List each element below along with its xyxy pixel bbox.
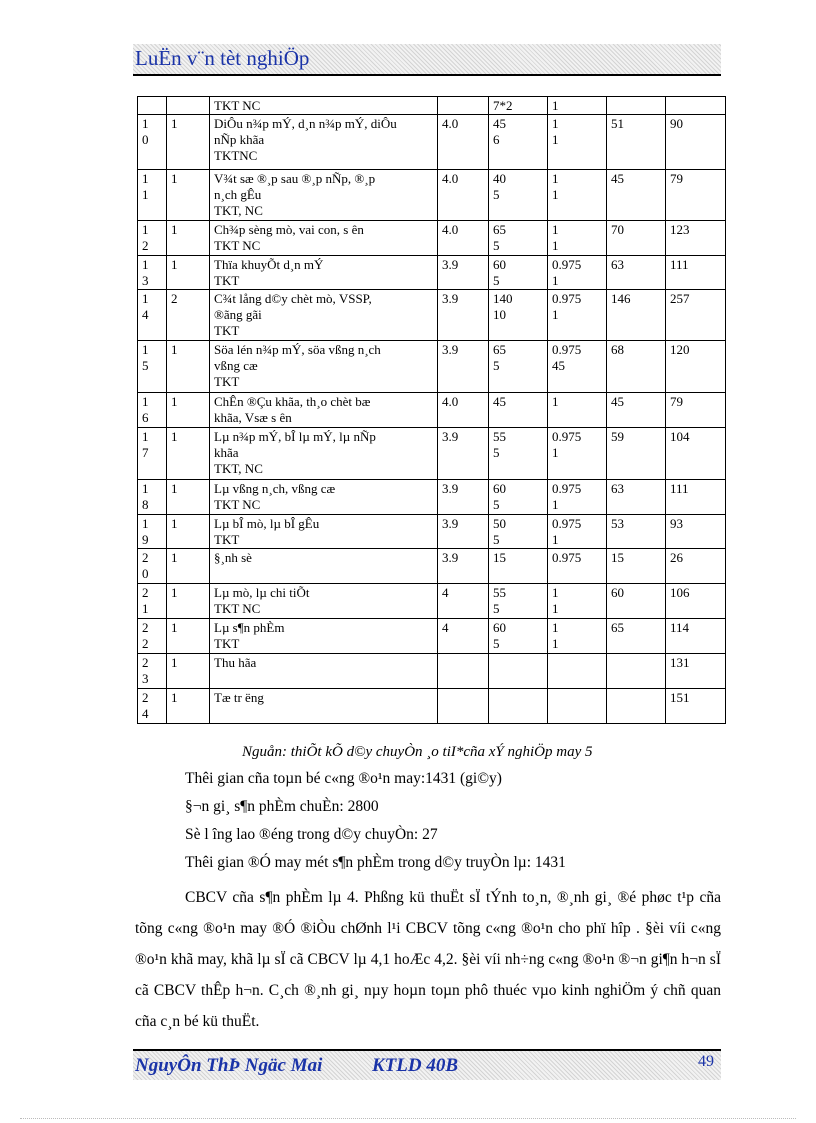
table-row — [138, 515, 726, 549]
table-cell: 15 — [489, 549, 548, 584]
table-cell: 51 — [607, 115, 666, 170]
paragraph-text: CBCV cña s¶n phÈm lµ 4. Phßng kü thuËt sÏ tÝnh to¸n, ®¸nh gi¸ ®é phøc t¹p cña tõng c«ng ®o¹n may ®Ó ®iÒu chØnh l¹i CBCV tõng c«ng ®o¹n cho phï hîp . §èi víi c«ng ®o¹n khã may, khã lµ sÏ cã CBCV lµ 4,1 hoÆc 4,2. §èi víi nh÷ng c«ng ®o¹n ®¬n gi¶n h¬n sÏ cã CBCV thÊp h¬n. C¸ch ®¸nh gi¸ nµy hoµn toµn phô thuéc vµo kinh nghiÖm ý chñ quan cña c¸n bé kü thuËt. — [135, 889, 721, 1030]
table-cell: 2 4 — [138, 689, 167, 724]
table-cell: 4.0 — [438, 221, 489, 256]
table-cell: Söa lén n¾p mÝ, söa vßng n¸ch vßng cæ TKT — [210, 341, 438, 393]
table-row — [138, 170, 726, 221]
table-cell: 1 1 — [548, 221, 607, 256]
table-cell: 40 5 — [489, 170, 548, 221]
table-cell: 68 — [607, 341, 666, 393]
table-cell: 1 3 — [138, 256, 167, 290]
table-cell: 55 5 — [489, 584, 548, 619]
table-cell: 79 — [666, 170, 726, 221]
table-cell — [607, 689, 666, 724]
table-cell: 2 3 — [138, 654, 167, 689]
table-cell: 79 — [666, 393, 726, 428]
table-cell: 60 5 — [489, 256, 548, 290]
table-cell: 60 5 — [489, 619, 548, 654]
table-cell: 114 — [666, 619, 726, 654]
table-cell — [438, 97, 489, 115]
table-cell: 55 5 — [489, 428, 548, 480]
table-cell: 1 9 — [138, 515, 167, 549]
table-row — [138, 341, 726, 393]
table-cell — [489, 689, 548, 724]
table-cell: 60 — [607, 584, 666, 619]
table-cell: Ch¾p sèng mò, vai con, s ên TKT NC — [210, 221, 438, 256]
table-cell — [666, 97, 726, 115]
table-cell — [607, 654, 666, 689]
table-cell: 63 — [607, 256, 666, 290]
summary-line: Thêi gian ®Ó may mét s¶n phÈm trong d©y truyÒn lµ: 1431 — [185, 854, 566, 871]
table-cell: 1 1 — [548, 170, 607, 221]
table-cell: 3.9 — [438, 341, 489, 393]
table-cell — [438, 654, 489, 689]
table-cell: 1 — [167, 341, 210, 393]
table-row — [138, 619, 726, 654]
table-cell: 120 — [666, 341, 726, 393]
page-number: 49 — [698, 1053, 714, 1070]
table-cell: 1 — [167, 584, 210, 619]
table-cell: 1 1 — [548, 619, 607, 654]
table-cell: 0.975 1 — [548, 256, 607, 290]
table-cell: 7*2 — [489, 97, 548, 115]
table-cell: 1 0 — [138, 115, 167, 170]
table-cell: 257 — [666, 290, 726, 341]
table-cell: 3.9 — [438, 256, 489, 290]
table-row — [138, 256, 726, 290]
table-row — [138, 393, 726, 428]
table-cell — [489, 654, 548, 689]
table-row — [138, 428, 726, 480]
table-cell: 0.975 1 — [548, 515, 607, 549]
table-cell: C¾t lång d©y chèt mò, VSSP, ®ãng gãi TKT — [210, 290, 438, 341]
table-cell: §¸nh sè — [210, 549, 438, 584]
table-cell: Thu hãa — [210, 654, 438, 689]
table-cell: Lµ bÎ mò, lµ bÎ gÊu TKT — [210, 515, 438, 549]
table-cell: DiÔu n¾p mÝ, d¸n n¾p mÝ, diÔu nÑp khãa TKTNC — [210, 115, 438, 170]
table-row — [138, 290, 726, 341]
table-cell: 1 — [167, 619, 210, 654]
table-cell — [438, 689, 489, 724]
table-cell: 1 1 — [138, 170, 167, 221]
footer-author: NguyÔn ThÞ Ngäc Mai — [135, 1055, 323, 1076]
table-row — [138, 549, 726, 584]
table-cell: ChÊn ®Çu khãa, th¸o chèt bæ khãa, Vsæ s ên — [210, 393, 438, 428]
table-cell: V¾t sæ ®¸p sau ®¸p nÑp, ®¸p n¸ch gÊu TKT, NC — [210, 170, 438, 221]
table-cell: 131 — [666, 654, 726, 689]
table-cell: 1 8 — [138, 480, 167, 515]
summary-line: Thêi gian cña toµn bé c«ng ®o¹n may:1431 (gi©y) — [185, 770, 502, 787]
table-row — [138, 97, 726, 115]
table-cell: 93 — [666, 515, 726, 549]
table-cell: 1 1 — [548, 584, 607, 619]
table-row — [138, 689, 726, 724]
table-cell: 1 — [167, 170, 210, 221]
table-cell: 1 — [167, 256, 210, 290]
work-table — [137, 96, 726, 724]
table-cell: 3.9 — [438, 515, 489, 549]
table-cell: 2 0 — [138, 549, 167, 584]
table-cell: 3.9 — [438, 290, 489, 341]
summary-line: §¬n gi¸ s¶n phÈm chuÈn: 2800 — [185, 798, 379, 815]
summary-line: Sè l îng lao ®éng trong d©y chuyÒn: 27 — [185, 826, 438, 843]
table-cell: Lµ s¶n phÈm TKT — [210, 619, 438, 654]
table-cell: 1 — [167, 428, 210, 480]
table-cell: 65 5 — [489, 221, 548, 256]
table-cell: 0.975 1 — [548, 480, 607, 515]
table-cell: 140 10 — [489, 290, 548, 341]
table-cell: 1 — [548, 393, 607, 428]
table-row — [138, 480, 726, 515]
table-cell: 1 — [167, 654, 210, 689]
table-cell: Lµ vßng n¸ch, vßng cæ TKT NC — [210, 480, 438, 515]
table-row — [138, 221, 726, 256]
table-cell: 65 5 — [489, 341, 548, 393]
table-cell: 4.0 — [438, 393, 489, 428]
table-row — [138, 654, 726, 689]
footer-divider — [133, 1049, 721, 1051]
table-cell: Tæ tr ëng — [210, 689, 438, 724]
table-cell — [607, 97, 666, 115]
table-cell: 45 — [607, 393, 666, 428]
table-cell: 1 1 — [548, 115, 607, 170]
table-cell: 2 2 — [138, 619, 167, 654]
table-source: Nguån: thiÕt kÕ d©y chuyÒn ¸o tiI*cña xÝ nghiÖp may 5 — [242, 744, 593, 760]
table-cell: 15 — [607, 549, 666, 584]
table-cell: 3.9 — [438, 428, 489, 480]
table-cell: 4 — [438, 584, 489, 619]
table-cell — [548, 654, 607, 689]
table-cell: 1 — [548, 97, 607, 115]
table-cell: 4 — [438, 619, 489, 654]
table-row — [138, 115, 726, 170]
table-cell: 4.0 — [438, 170, 489, 221]
body-paragraph — [135, 882, 721, 1037]
table-cell — [138, 97, 167, 115]
table-cell: 0.975 1 — [548, 290, 607, 341]
table-cell: TKT NC — [210, 97, 438, 115]
header-divider — [133, 74, 721, 76]
table-cell: 104 — [666, 428, 726, 480]
table-cell: 1 — [167, 515, 210, 549]
table-cell: 45 6 — [489, 115, 548, 170]
table-cell: 151 — [666, 689, 726, 724]
footer-class: KTLD 40B — [372, 1055, 459, 1076]
table-cell: 45 — [607, 170, 666, 221]
table-cell: 2 1 — [138, 584, 167, 619]
table-cell: 50 5 — [489, 515, 548, 549]
table-cell: 53 — [607, 515, 666, 549]
table-cell: 0.975 45 — [548, 341, 607, 393]
table-cell: 1 2 — [138, 221, 167, 256]
table-cell: 1 — [167, 115, 210, 170]
table-cell: 111 — [666, 256, 726, 290]
table-cell: 1 — [167, 393, 210, 428]
table-cell: 45 — [489, 393, 548, 428]
table-cell: 63 — [607, 480, 666, 515]
table-cell: 65 — [607, 619, 666, 654]
table-cell: 90 — [666, 115, 726, 170]
header-title: LuËn v¨n tèt nghiÖp — [135, 46, 310, 70]
table-cell: 1 — [167, 480, 210, 515]
table-cell: 1 — [167, 689, 210, 724]
table-cell: 0.975 — [548, 549, 607, 584]
table-cell — [548, 689, 607, 724]
table-row — [138, 584, 726, 619]
work-table-body — [138, 97, 726, 724]
table-cell: 1 7 — [138, 428, 167, 480]
table-cell: 1 5 — [138, 341, 167, 393]
table-cell: 2 — [167, 290, 210, 341]
table-cell: 106 — [666, 584, 726, 619]
table-cell: Lµ n¾p mÝ, bÎ lµ mÝ, lµ nÑp khãa TKT, NC — [210, 428, 438, 480]
table-cell: 3.9 — [438, 549, 489, 584]
table-cell: 146 — [607, 290, 666, 341]
table-cell: 59 — [607, 428, 666, 480]
table-cell: 26 — [666, 549, 726, 584]
table-cell: 60 5 — [489, 480, 548, 515]
table-cell: 1 — [167, 549, 210, 584]
table-cell: 1 6 — [138, 393, 167, 428]
table-cell: 111 — [666, 480, 726, 515]
table-cell: 3.9 — [438, 480, 489, 515]
table-cell — [167, 97, 210, 115]
page-edge — [20, 1118, 796, 1119]
table-cell: 70 — [607, 221, 666, 256]
table-cell: Thïa khuyÕt d¸n mÝ TKT — [210, 256, 438, 290]
table-cell: 0.975 1 — [548, 428, 607, 480]
table-cell: 123 — [666, 221, 726, 256]
table-cell: Lµ mò, lµ chi tiÕt TKT NC — [210, 584, 438, 619]
table-cell: 1 4 — [138, 290, 167, 341]
table-cell: 1 — [167, 221, 210, 256]
table-cell: 4.0 — [438, 115, 489, 170]
